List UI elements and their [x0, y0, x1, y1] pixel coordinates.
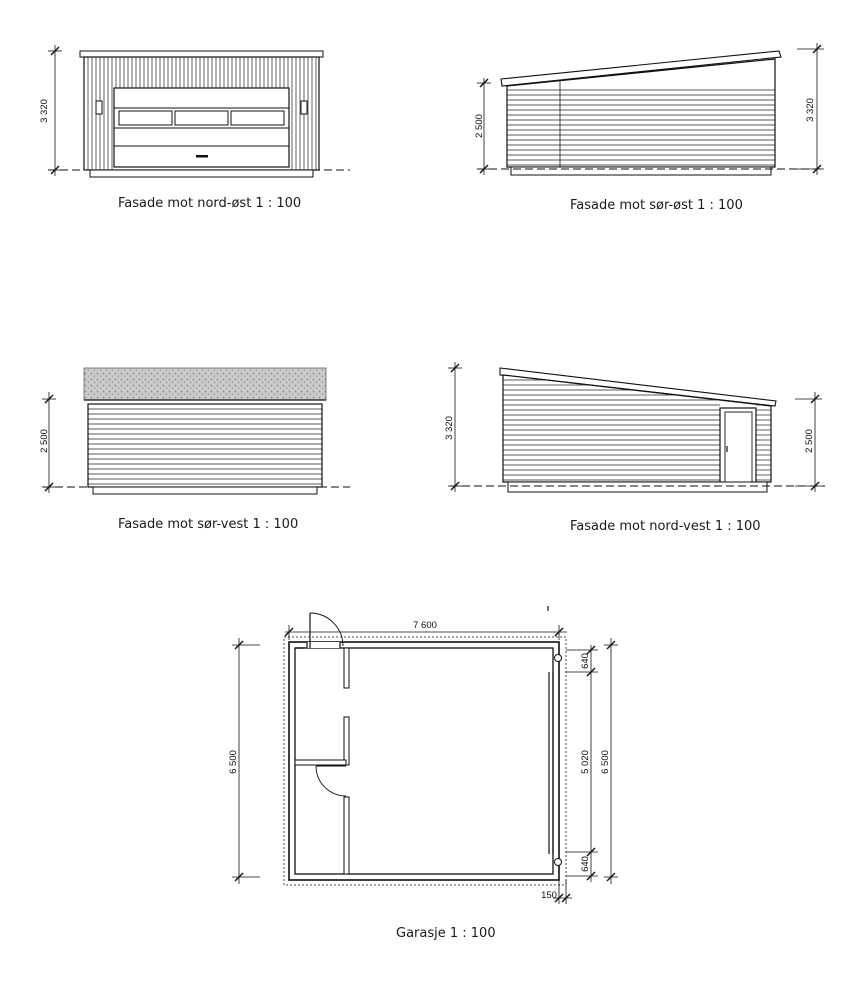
plan-door-dimension: 5 020 [580, 750, 591, 774]
plan-right-depth-dimension: 6 500 [600, 750, 611, 774]
plan-wall-dimension: 150 [541, 890, 557, 901]
sw-height-dimension: 2 500 [39, 429, 50, 453]
se-left-dimension: 2 500 [474, 114, 485, 138]
se-right-dimension: 3 320 [805, 98, 816, 122]
nw-left-dimension: 3 320 [444, 416, 455, 440]
elevation-south-east [474, 43, 825, 175]
caption-north-east: Fasade mot nord-øst 1 : 100 [118, 196, 302, 211]
floor-plan [228, 606, 618, 904]
caption-south-east: Fasade mot sør-øst 1 : 100 [570, 198, 743, 213]
plan-bottom-offset-dimension: 640 [580, 856, 591, 872]
caption-north-west: Fasade mot nord-vest 1 : 100 [570, 519, 761, 534]
caption-plan: Garasje 1 : 100 [396, 926, 496, 941]
caption-south-west: Fasade mot sør-vest 1 : 100 [118, 517, 299, 532]
nw-right-dimension: 2 500 [804, 429, 815, 453]
plan-width-dimension: 7 600 [413, 620, 437, 631]
elevation-north-east [39, 45, 350, 177]
elevation-north-west [444, 362, 825, 492]
ne-height-dimension: 3 320 [39, 99, 50, 123]
plan-left-depth-dimension: 6 500 [228, 750, 239, 774]
elevation-south-west [39, 368, 350, 494]
plan-top-offset-dimension: 640 [580, 653, 591, 669]
